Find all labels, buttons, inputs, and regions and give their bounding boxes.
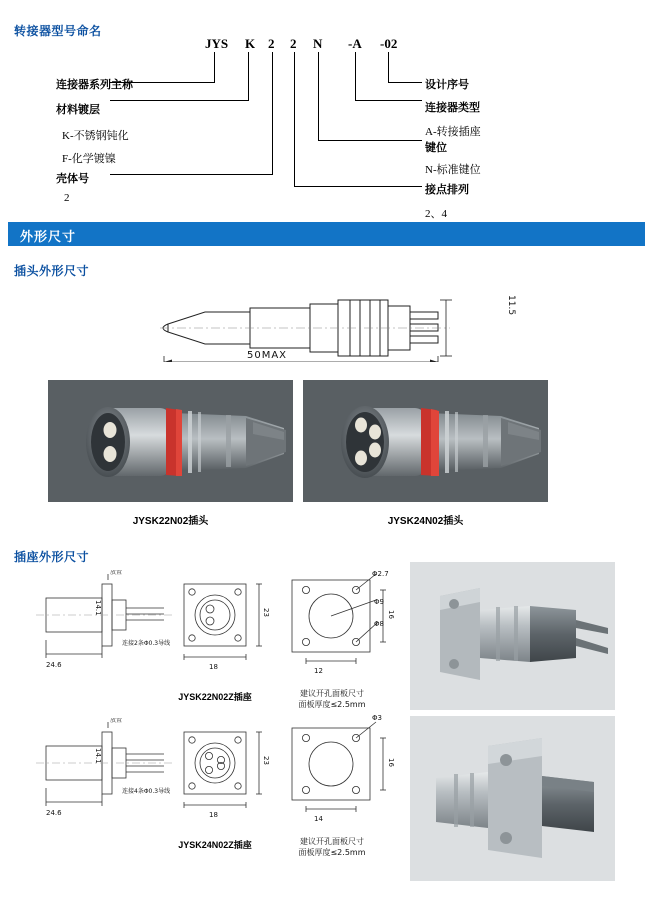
rec2-dim-hole-pitch: 14 xyxy=(314,815,323,823)
rec2-panel-note-1: 建议开孔面板尺寸 xyxy=(300,837,364,846)
leader-line xyxy=(248,52,249,100)
rec2-wire-note: 连接4条Φ0.3导线 xyxy=(122,788,171,795)
rec1-dim-len2: 14.1 xyxy=(94,600,102,616)
rec1-panel-note-1: 建议开孔面板尺寸 xyxy=(300,689,364,698)
pn-left-label-3: F-化学镀镍 xyxy=(62,153,116,165)
pn-right-label-1: 连接器类型 xyxy=(425,101,480,114)
rec1-dim-dia3: Φ8 xyxy=(374,620,384,628)
plug-photo-2 xyxy=(303,380,548,502)
leader-line xyxy=(294,52,295,186)
receptacle-photo-1 xyxy=(410,562,615,710)
leader-line xyxy=(294,186,422,187)
pn-code-6: -02 xyxy=(380,36,398,51)
pn-right-label-0: 设计序号 xyxy=(425,78,469,91)
rec1-dim-hole-h: 16 xyxy=(387,610,395,619)
rec2-panel-note-2: 面板厚度≤2.5mm xyxy=(298,848,366,857)
rec2-dim-square: 23 xyxy=(262,756,270,765)
section-title-plug: 插头外形尺寸 xyxy=(14,264,90,278)
rec2-dim-len2: 14.1 xyxy=(94,748,102,764)
pn-left-label-0: 连接器系列主称 xyxy=(56,78,133,91)
rec1-dim-hole-pitch: 12 xyxy=(314,667,323,675)
rec2-dim-hole-h: 16 xyxy=(387,758,395,767)
section-title-naming: 转接器型号命名 xyxy=(14,24,102,38)
pn-left-label-4: 壳体号 xyxy=(56,172,89,185)
plug-photo-2-caption: JYSK24N02插头 xyxy=(387,516,464,527)
receptacle-photo-2 xyxy=(410,716,615,881)
leader-line xyxy=(318,52,319,140)
leader-line xyxy=(318,140,422,141)
pn-code-0: JYS xyxy=(205,36,229,51)
section-title-receptacle: 插座外形尺寸 xyxy=(14,550,90,564)
leader-line xyxy=(388,52,389,82)
section-banner-label: 外形尺寸 xyxy=(20,229,77,244)
leader-line xyxy=(272,52,273,174)
leader-line xyxy=(214,52,215,82)
receptacle-2-caption: JYSK24N02Z插座 xyxy=(178,840,252,850)
plug-photo-1-caption: JYSK22N02插头 xyxy=(132,516,209,527)
rec1-dim-dia1: Φ2.7 xyxy=(372,570,389,578)
pn-code-5: -A xyxy=(348,36,362,51)
receptacle-1-caption: JYSK22N02Z插座 xyxy=(178,692,252,702)
leader-line xyxy=(355,100,422,101)
pn-right-label-4: N-标准键位 xyxy=(425,164,481,176)
leader-line xyxy=(388,82,422,83)
rec2-dim-dia1: Φ3 xyxy=(372,714,382,722)
pn-left-label-1: 材料镀层 xyxy=(56,103,100,116)
rec1-dim-dia2: Φ9 xyxy=(374,598,384,606)
plug-length-dim: 50MAX xyxy=(246,350,288,361)
pn-code-3: 2 xyxy=(290,36,297,51)
rec1-panel-note-2: 面板厚度≤2.5mm xyxy=(298,700,366,709)
leader-line xyxy=(110,100,249,101)
plug-height-dim: 11.5 xyxy=(506,295,516,316)
pn-code-1: K xyxy=(245,36,256,51)
pn-right-label-6: 2、4 xyxy=(425,208,447,220)
rec2-dim-length: 24.6 xyxy=(46,809,62,817)
leader-line xyxy=(110,174,273,175)
pn-right-label-3: 键位 xyxy=(425,141,447,154)
leader-line xyxy=(355,52,356,100)
rec1-dim-flange: 18 xyxy=(209,663,218,671)
pn-code-2: 2 xyxy=(268,36,275,51)
rec1-wire-note: 连接2条Φ0.3导线 xyxy=(122,640,171,647)
svg-text:放置: 放置 xyxy=(110,570,123,576)
pn-left-label-5: 2 xyxy=(64,192,70,204)
plug-outline-drawing xyxy=(150,282,500,362)
pn-code-4: N xyxy=(313,36,323,51)
pn-right-label-2: A-转接插座 xyxy=(425,126,481,138)
svg-text:放置: 放置 xyxy=(110,718,123,724)
pn-right-label-5: 接点排列 xyxy=(425,183,469,196)
pn-left-label-2: K-不锈钢钝化 xyxy=(62,130,129,142)
section-banner-dimensions xyxy=(8,222,645,246)
rec1-dim-length: 24.6 xyxy=(46,661,62,669)
plug-photo-1 xyxy=(48,380,293,502)
rec2-dim-flange: 18 xyxy=(209,811,218,819)
rec1-dim-square: 23 xyxy=(262,608,270,617)
